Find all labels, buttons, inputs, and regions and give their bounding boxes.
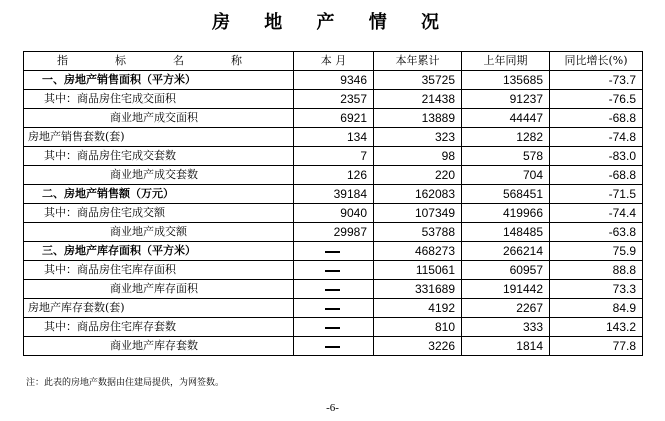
cell-prev: 1814: [462, 337, 550, 356]
row-indicator-name: 商业地产成交额: [24, 223, 294, 242]
cell-ytd: 3226: [374, 337, 462, 356]
cell-growth: -68.8: [550, 166, 643, 185]
dash-mark: [325, 327, 340, 329]
cell-month: 126: [294, 166, 374, 185]
cell-prev: 44447: [462, 109, 550, 128]
cell-month: 29987: [294, 223, 374, 242]
cell-month: 6921: [294, 109, 374, 128]
no-value-dash: [294, 337, 374, 356]
cell-ytd: 115061: [374, 261, 462, 280]
cell-ytd: 98: [374, 147, 462, 166]
row-indicator-name: 一、房地产销售面积（平方米）: [24, 71, 294, 90]
row-indicator-name: 其中：商品房住宅成交套数: [24, 147, 294, 166]
dash-mark: [325, 270, 340, 272]
cell-prev: 60957: [462, 261, 550, 280]
row-indicator-name: 房地产库存套数(套): [24, 299, 294, 318]
no-value-dash: [294, 280, 374, 299]
table-row: [24, 90, 643, 109]
table-row: [24, 147, 643, 166]
cell-prev: 419966: [462, 204, 550, 223]
header-indicator: 指 标 名 称: [24, 52, 294, 71]
table-row: [24, 337, 643, 356]
table-row: [24, 71, 643, 90]
cell-growth: -83.0: [550, 147, 643, 166]
cell-month: 9346: [294, 71, 374, 90]
no-value-dash: [294, 242, 374, 261]
table-row: [24, 128, 643, 147]
row-indicator-name: 商业地产库存面积: [24, 280, 294, 299]
real-estate-table: [23, 51, 643, 356]
header-prev: 上年同期: [462, 52, 550, 71]
row-indicator-name: 房地产销售套数(套): [24, 128, 294, 147]
cell-growth: -68.8: [550, 109, 643, 128]
cell-ytd: 4192: [374, 299, 462, 318]
cell-prev: 333: [462, 318, 550, 337]
cell-growth: -71.5: [550, 185, 643, 204]
cell-prev: 91237: [462, 90, 550, 109]
cell-growth: -74.8: [550, 128, 643, 147]
cell-growth: 88.8: [550, 261, 643, 280]
footnote: 注：此表的房地产数据由住建局提供，为网签数。: [26, 378, 225, 388]
cell-ytd: 53788: [374, 223, 462, 242]
cell-ytd: 810: [374, 318, 462, 337]
cell-growth: 77.8: [550, 337, 643, 356]
dash-mark: [325, 346, 340, 348]
cell-growth: 84.9: [550, 299, 643, 318]
row-indicator-name: 其中：商品房住宅成交额: [24, 204, 294, 223]
cell-growth: -76.5: [550, 90, 643, 109]
cell-month: 39184: [294, 185, 374, 204]
cell-month: 2357: [294, 90, 374, 109]
no-value-dash: [294, 299, 374, 318]
table-row: [24, 223, 643, 242]
cell-prev: 568451: [462, 185, 550, 204]
cell-prev: 148485: [462, 223, 550, 242]
no-value-dash: [294, 318, 374, 337]
row-indicator-name: 商业地产成交套数: [24, 166, 294, 185]
cell-ytd: 107349: [374, 204, 462, 223]
table-row: [24, 109, 643, 128]
row-indicator-name: 三、房地产库存面积（平方米）: [24, 242, 294, 261]
page-title: 房 地 产 情 况: [211, 12, 454, 33]
cell-prev: 578: [462, 147, 550, 166]
cell-prev: 266214: [462, 242, 550, 261]
row-indicator-name: 其中：商品房住宅库存面积: [24, 261, 294, 280]
cell-ytd: 35725: [374, 71, 462, 90]
cell-prev: 135685: [462, 71, 550, 90]
table-row: [24, 299, 643, 318]
row-indicator-name: 商业地产库存套数: [24, 337, 294, 356]
table-header-row: [24, 52, 643, 71]
cell-month: 9040: [294, 204, 374, 223]
table-row: [24, 204, 643, 223]
cell-prev: 191442: [462, 280, 550, 299]
header-ytd: 本年累计: [374, 52, 462, 71]
table-row: [24, 185, 643, 204]
dash-mark: [325, 251, 340, 253]
cell-prev: 704: [462, 166, 550, 185]
table-row: [24, 280, 643, 299]
cell-growth: -74.4: [550, 204, 643, 223]
cell-month: 134: [294, 128, 374, 147]
table-row: [24, 318, 643, 337]
cell-growth: 73.3: [550, 280, 643, 299]
table-row: [24, 166, 643, 185]
page-number: -6-: [326, 402, 339, 414]
cell-growth: 143.2: [550, 318, 643, 337]
cell-growth: -63.8: [550, 223, 643, 242]
row-indicator-name: 其中：商品房住宅成交面积: [24, 90, 294, 109]
cell-growth: 75.9: [550, 242, 643, 261]
cell-growth: -73.7: [550, 71, 643, 90]
table-row: [24, 242, 643, 261]
table-body: [24, 71, 643, 356]
cell-ytd: 220: [374, 166, 462, 185]
cell-ytd: 21438: [374, 90, 462, 109]
no-value-dash: [294, 261, 374, 280]
dash-mark: [325, 308, 340, 310]
cell-ytd: 331689: [374, 280, 462, 299]
row-indicator-name: 其中：商品房住宅库存套数: [24, 318, 294, 337]
cell-month: 7: [294, 147, 374, 166]
header-growth: 同比增长(%): [550, 52, 643, 71]
row-indicator-name: 二、房地产销售额（万元）: [24, 185, 294, 204]
cell-prev: 2267: [462, 299, 550, 318]
cell-ytd: 323: [374, 128, 462, 147]
row-indicator-name: 商业地产成交面积: [24, 109, 294, 128]
cell-ytd: 468273: [374, 242, 462, 261]
table-row: [24, 261, 643, 280]
header-month: 本 月: [294, 52, 374, 71]
cell-prev: 1282: [462, 128, 550, 147]
cell-ytd: 13889: [374, 109, 462, 128]
cell-ytd: 162083: [374, 185, 462, 204]
dash-mark: [325, 289, 340, 291]
